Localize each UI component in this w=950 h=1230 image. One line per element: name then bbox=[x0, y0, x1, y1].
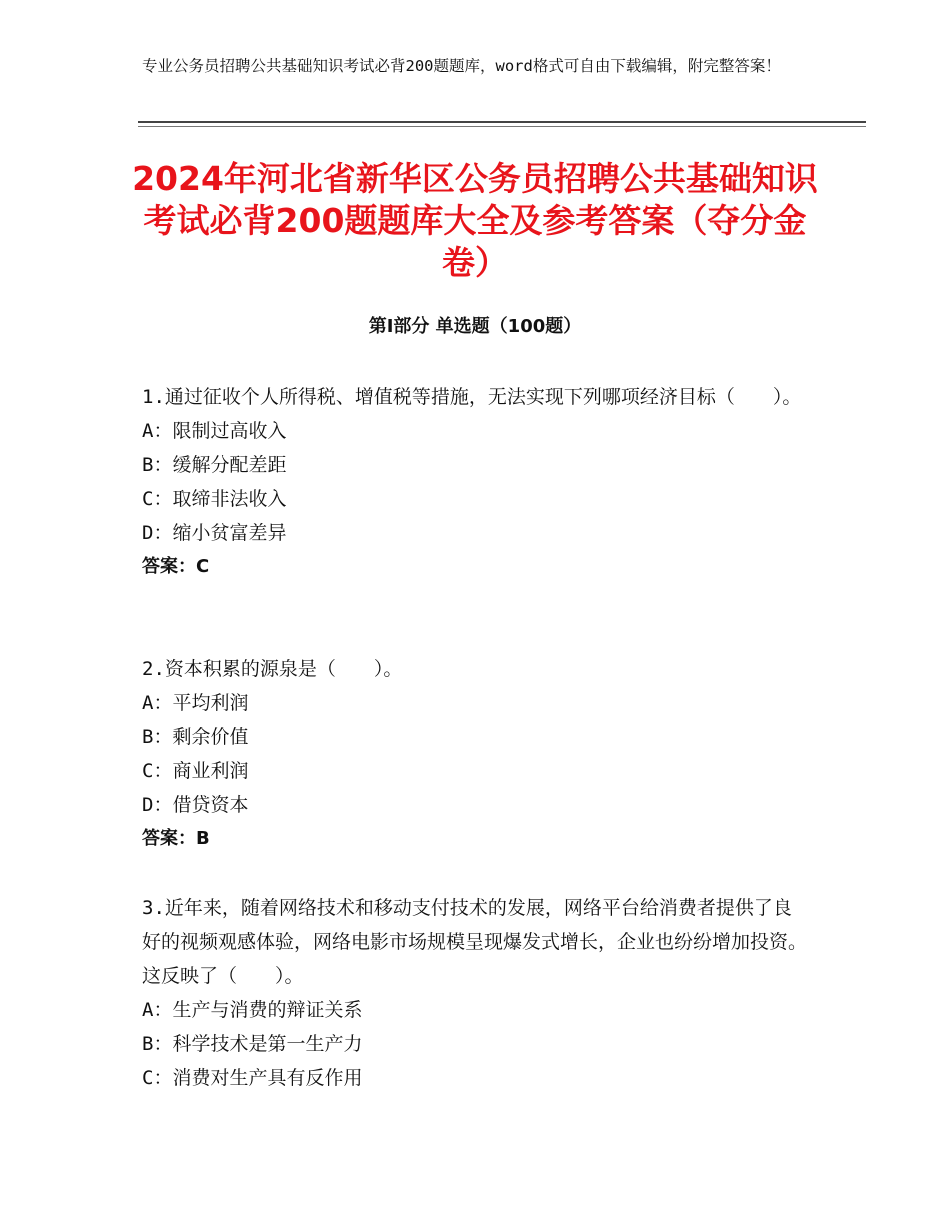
question-3 bbox=[142, 891, 808, 1095]
question-stem: 2.资本积累的源泉是（ ）。 bbox=[142, 658, 403, 680]
question-stem: 3.近年来，随着网络技术和移动支付技术的发展，网络平台给消费者提供了良好的视频观感体验，网络电影市场规模呈现爆发式增长，企业也纷纷增加投资。这反映了（ ）。 bbox=[142, 897, 808, 987]
option-c: C：商业利润 bbox=[142, 760, 249, 782]
question-2 bbox=[142, 652, 808, 856]
document-title: 2024年河北省新华区公务员招聘公共基础知识考试必背200题题库大全及参考答案（夺分金卷） bbox=[132, 159, 818, 282]
question-1 bbox=[142, 380, 808, 584]
option-b: B：剩余价值 bbox=[142, 726, 249, 748]
option-d: D：缩小贫富差异 bbox=[142, 522, 287, 544]
option-c: C：消费对生产具有反作用 bbox=[142, 1067, 363, 1089]
header-note: 专业公务员招聘公共基础知识考试必背200题题库，word格式可自由下载编辑，附完整答案！ bbox=[142, 57, 781, 75]
option-b: B：缓解分配差距 bbox=[142, 454, 287, 476]
option-a: A：限制过高收入 bbox=[142, 420, 287, 442]
option-a: A：生产与消费的辩证关系 bbox=[142, 999, 363, 1021]
option-d: D：借贷资本 bbox=[142, 794, 249, 816]
section-title: 第Ⅰ部分 单选题（100题） bbox=[368, 316, 582, 337]
option-c: C：取缔非法收入 bbox=[142, 488, 287, 510]
header-rule-thick bbox=[138, 121, 866, 123]
option-a: A：平均利润 bbox=[142, 692, 249, 714]
question-stem: 1.通过征收个人所得税、增值税等措施，无法实现下列哪项经济目标（ ）。 bbox=[142, 386, 802, 408]
answer-label: 答案：C bbox=[142, 556, 210, 577]
option-b: B：科学技术是第一生产力 bbox=[142, 1033, 363, 1055]
header-rule-thin bbox=[138, 126, 866, 127]
answer-label: 答案：B bbox=[142, 828, 210, 849]
